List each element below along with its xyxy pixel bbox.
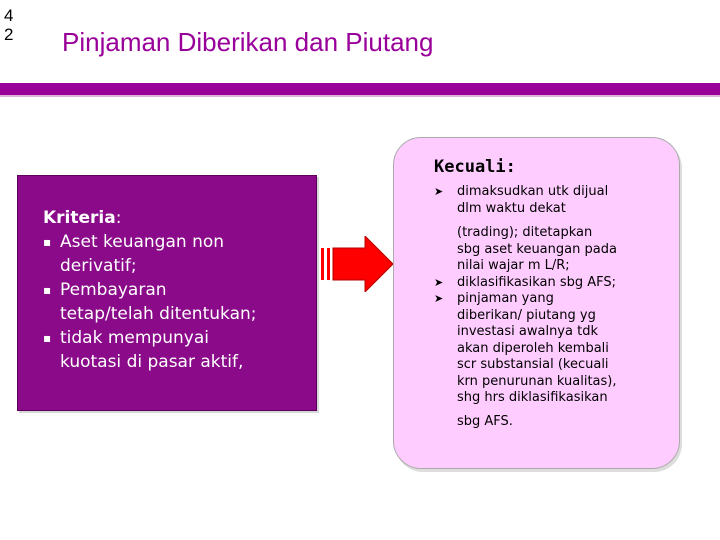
exception-item-line: sbg AFS. — [457, 413, 513, 429]
exception-item-line: (trading); ditetapkan — [457, 225, 593, 240]
arrowhead-bullet-icon: ➤ — [434, 185, 444, 198]
exception-item-line: pinjaman yang — [457, 291, 554, 306]
slide-number-digit: 4 — [4, 6, 14, 25]
criteria-item-line: tidak mempunyai — [60, 328, 209, 348]
arrow-body — [333, 236, 393, 292]
arrow-tail-stripe — [321, 248, 324, 280]
criteria-heading — [43, 206, 306, 230]
criteria-item-line: Aset keuangan non — [60, 232, 225, 252]
criteria-item — [43, 326, 306, 374]
exception-item-line: diklasifikasikan sbg AFS; — [457, 274, 617, 290]
square-bullet-icon: ▪ — [43, 331, 52, 345]
criteria-box — [17, 175, 317, 411]
square-bullet-icon: ▪ — [43, 283, 52, 297]
exception-item-line: investasi awalnya tdk — [457, 324, 598, 339]
slide-title: Pinjaman Diberikan dan Piutang — [62, 27, 434, 57]
criteria-item-line: derivatif; — [60, 256, 137, 276]
criteria-list — [43, 230, 306, 374]
exception-item-line: scr substansial (kecuali — [457, 357, 609, 372]
exception-item-line: dimaksudkan utk dijual — [457, 184, 609, 199]
exception-item-line: krn penurunan kualitas), — [457, 373, 617, 389]
exception-item-line: shg hrs diklasifikasikan — [457, 390, 608, 405]
arrowhead-bullet-icon: ➤ — [434, 275, 444, 289]
title-divider-accent — [0, 95, 720, 97]
right-arrow-icon — [321, 236, 393, 292]
criteria-item — [43, 230, 306, 278]
exception-list — [434, 184, 669, 430]
exception-item-line: sbg aset keuangan pada — [457, 241, 617, 257]
criteria-item-line: kuotasi di pasar aktif, — [60, 352, 244, 372]
exception-item — [434, 275, 669, 292]
exception-item — [434, 291, 669, 430]
exception-box — [393, 137, 680, 469]
exception-item-line: nilai wajar m L/R; — [457, 258, 570, 273]
exception-item-line: diberikan/ piutang yg — [457, 307, 596, 323]
exception-item-line: dlm waktu dekat — [457, 200, 566, 216]
criteria-heading-colon: : — [115, 208, 122, 228]
exception-item-line: akan diperoleh kembali — [457, 340, 609, 356]
exception-heading: Kecuali: — [434, 157, 516, 177]
arrow-tail-stripe — [327, 248, 330, 280]
exception-item — [434, 184, 669, 275]
slide-number-digit: 2 — [4, 25, 14, 44]
slide-number — [4, 6, 20, 44]
criteria-heading-text: Kriteria — [43, 208, 116, 228]
arrowhead-bullet-icon: ➤ — [434, 292, 444, 305]
criteria-item — [43, 278, 306, 326]
square-bullet-icon: ▪ — [43, 235, 52, 249]
criteria-item-line: tetap/telah ditentukan; — [60, 304, 257, 324]
title-divider-bar — [0, 83, 720, 95]
criteria-item-line: Pembayaran — [60, 280, 167, 300]
